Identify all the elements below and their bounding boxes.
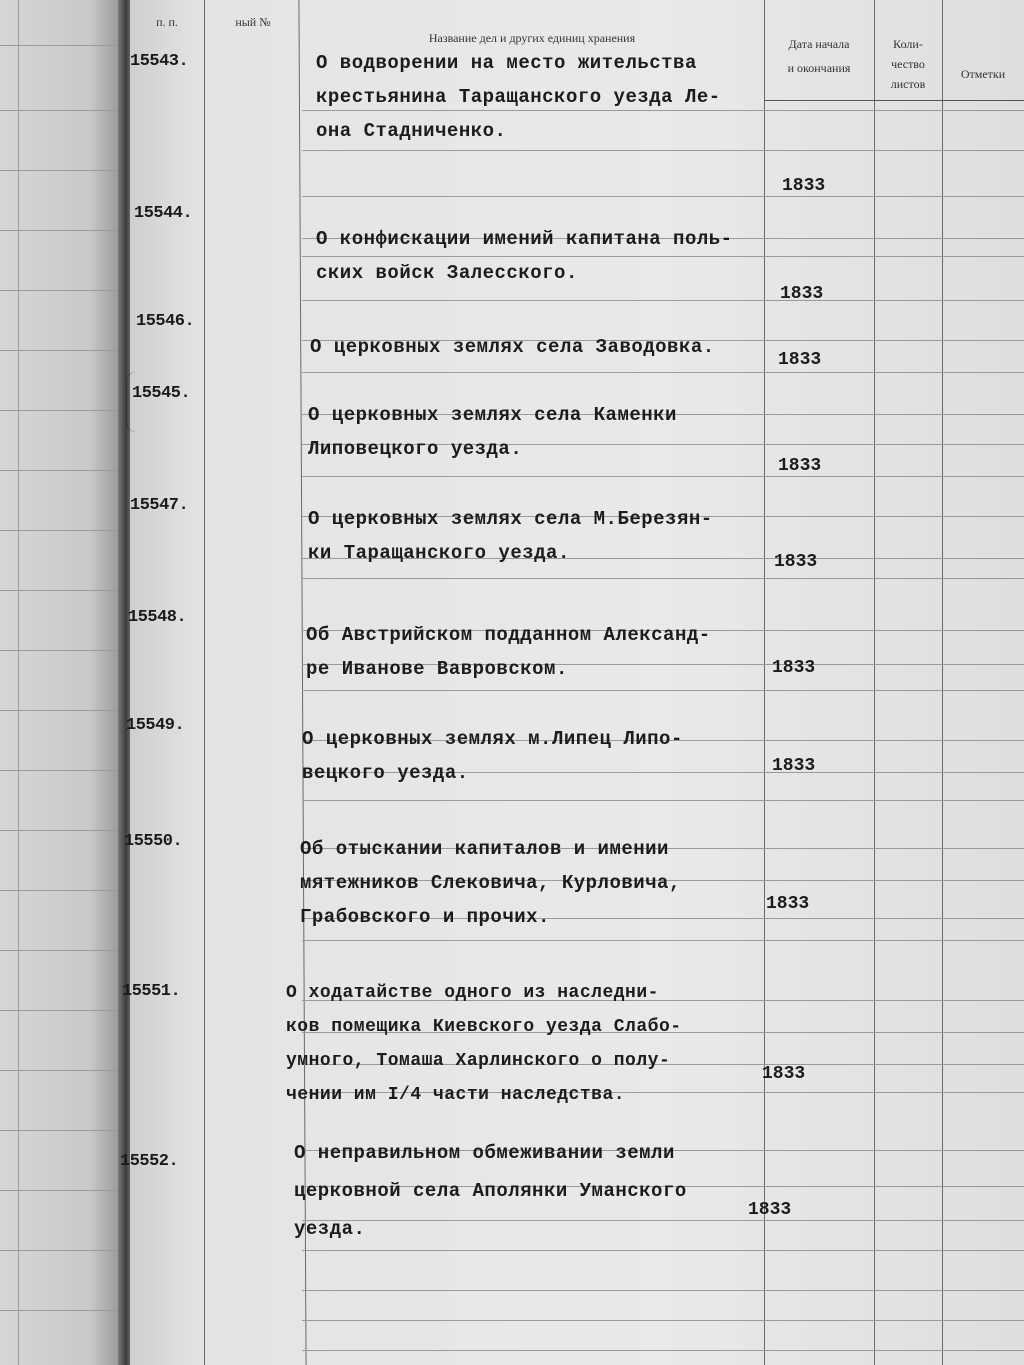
header-title: Название дел и других единиц хранения [428, 31, 636, 45]
entry-number: 15545. [132, 384, 191, 403]
row-rule [302, 1290, 1024, 1291]
row-rule [302, 578, 1024, 579]
header-inventory-number: ный № [235, 15, 271, 29]
header-sheets: Коли- чество листов [890, 37, 926, 91]
column-divider [874, 0, 875, 1365]
entry-title: О водворении на место жительства крестьянина Таращанского уезда Ле- она Стадниченко. [316, 52, 721, 142]
entry-date: 1833 [748, 1200, 792, 1220]
column-divider [764, 0, 765, 1365]
row-rule [302, 1350, 1024, 1351]
row-rule [302, 1250, 1024, 1251]
header-num: п. п. [156, 15, 178, 29]
entry-date: 1833 [772, 756, 816, 776]
previous-page-strip [0, 0, 128, 1365]
entry-date: 1833 [782, 176, 826, 196]
entry-number: 15547. [130, 496, 189, 515]
entry-date: 1833 [778, 456, 822, 476]
entry-date: 1833 [762, 1064, 806, 1084]
row-rule [302, 1320, 1024, 1321]
header-notes: Отметки [960, 67, 1006, 81]
row-rule [302, 690, 1024, 691]
entry-date: 1833 [778, 350, 822, 370]
entry-date: 1833 [774, 552, 818, 572]
entry-number: 15548. [128, 608, 187, 627]
entry-number: 15551. [122, 982, 181, 1001]
entry-number: 15552. [120, 1152, 179, 1171]
row-rule [302, 150, 1024, 151]
entry-number: 15546. [136, 312, 195, 331]
inventory-page [120, 0, 1024, 1365]
row-rule [302, 940, 1024, 941]
column-divider [204, 0, 205, 1365]
entry-title: О ходатайстве одного из наследни- ков помещика Киевского уезда Слабо- умного, Томаша Харлинского о полу- чении им I/4 части наследства. [286, 983, 682, 1105]
entry-title: Об Австрийском подданном Александ- ре Иванове Вавровском. [306, 624, 711, 680]
entry-number: 15549. [126, 716, 185, 735]
header-dates: Дата начала и окончания [787, 37, 851, 75]
row-rule [302, 476, 1024, 477]
header-rule [764, 100, 1024, 101]
row-rule [302, 300, 1024, 301]
entry-number: 15550. [124, 832, 183, 851]
entry-title: О церковных землях села Заводовка. [310, 336, 715, 358]
entry-title: О церковных землях села Каменки Липовецкого уезда. [308, 404, 677, 460]
entry-date: 1833 [772, 658, 816, 678]
column-divider [942, 0, 943, 1365]
entry-title: О неправильном обмеживании земли церковной села Аполянки Уманского уезда. [294, 1142, 687, 1240]
entry-title: О церковных землях села М.Березян- ки Таращанского уезда. [308, 508, 713, 564]
margin-bracket [126, 372, 137, 432]
row-rule [302, 196, 1024, 197]
row-rule [302, 800, 1024, 801]
entry-title: О конфискации имений капитана поль- ских войск Залесского. [316, 228, 733, 284]
entry-title: О церковных землях м.Липец Липо- вецкого уезда. [302, 728, 683, 784]
entry-number: 15543. [130, 52, 189, 71]
entry-date: 1833 [780, 284, 824, 304]
left-page-rule [18, 0, 19, 1365]
entry-title: Об отыскании капиталов и имении мятежников Слековича, Курловича, Грабовского и прочих. [300, 838, 681, 928]
entry-date: 1833 [766, 894, 810, 914]
entry-number: 15544. [134, 204, 193, 223]
row-rule [302, 372, 1024, 373]
